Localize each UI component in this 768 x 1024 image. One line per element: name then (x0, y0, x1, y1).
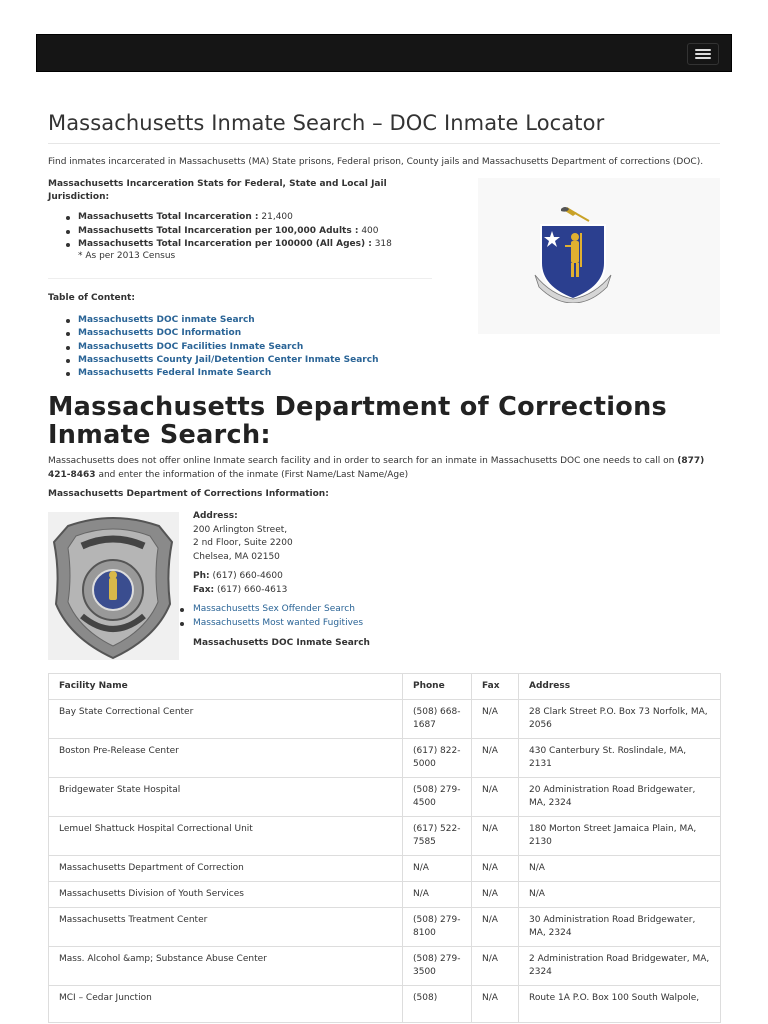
table-row (49, 986, 721, 1023)
cell-facility: Bay State Correctional Center (49, 700, 403, 739)
table-row (49, 700, 721, 739)
toc-link-doc-facilities[interactable]: Massachusetts DOC Facilities Inmate Search (78, 341, 304, 352)
doc-info-heading: Massachusetts Department of Corrections Information: (48, 489, 329, 499)
cell-fax: N/A (472, 882, 519, 908)
cell-fax: N/A (472, 817, 519, 856)
doc-badge-image (48, 512, 179, 660)
cell-phone: (617) 822-5000 (403, 739, 472, 778)
stats-item: Massachusetts Total Incarceration : 21,400 (66, 211, 392, 225)
doc-address: Address: 200 Arlington Street, 2 nd Floor, Suite 2200 Chelsea, MA 02150 (193, 511, 293, 562)
cell-address: 30 Administration Road Bridgewater, MA, 2324 (519, 908, 721, 947)
table-row (49, 817, 721, 856)
stats-list (66, 211, 392, 252)
hamburger-icon[interactable] (687, 43, 719, 65)
table-row (49, 856, 721, 882)
cell-facility: Massachusetts Treatment Center (49, 908, 403, 947)
cell-address: 28 Clark Street P.O. Box 73 Norfolk, MA, 2056 (519, 700, 721, 739)
stats-heading: Massachusetts Incarceration Stats for Federal, State and Local Jail Jurisdiction: (48, 179, 387, 202)
doc-phones: Ph: (617) 660-4600 Fax: (617) 660-4613 (193, 571, 288, 595)
badge-icon (48, 512, 179, 660)
doc-links (180, 603, 363, 630)
cell-fax: N/A (472, 856, 519, 882)
table-row (49, 908, 721, 947)
toc-heading: Table of Content: (48, 293, 135, 303)
cell-fax: N/A (472, 986, 519, 1023)
cell-facility: MCI – Cedar Junction (49, 986, 403, 1023)
toc-link-doc-information[interactable]: Massachusetts DOC Information (78, 328, 242, 339)
facility-table (48, 673, 721, 1023)
cell-phone: (508) 279-3500 (403, 947, 472, 986)
intro-text: Find inmates incarcerated in Massachusetts (MA) State prisons, Federal prison, County jails and Massachusetts Department of corrections (DOC). (48, 157, 704, 167)
cell-address: N/A (519, 856, 721, 882)
cell-fax: N/A (472, 700, 519, 739)
cell-address: 430 Canterbury St. Roslindale, MA, 2131 (519, 739, 721, 778)
cell-fax: N/A (472, 947, 519, 986)
title-divider (48, 143, 720, 144)
doc-paragraph: Massachusetts does not offer online Inmate search facility and in order to search for an inmate in Massachusetts DOC one needs to call on (877) 421-8463 and enter the information of the inmate (First Name/Last Name/Age) (48, 456, 705, 480)
cell-facility: Bridgewater State Hospital (49, 778, 403, 817)
most-wanted-link[interactable]: Massachusetts Most wanted Fugitives (193, 617, 364, 628)
stats-item: Massachusetts Total Incarceration per 100,000 Adults : 400 (66, 225, 392, 239)
stats-item: Massachusetts Total Incarceration per 100000 (All Ages) : 318 (66, 238, 392, 252)
seal-icon (531, 203, 615, 303)
section-divider (48, 278, 432, 279)
doc-heading: Massachusetts Department of Corrections Inmate Search: (48, 392, 668, 450)
state-seal-image (478, 178, 720, 334)
cell-address: 2 Administration Road Bridgewater, MA, 2324 (519, 947, 721, 986)
cell-phone: (508) (403, 986, 472, 1023)
cell-fax: N/A (472, 778, 519, 817)
toc-list (66, 314, 379, 380)
cell-phone: (508) 279-8100 (403, 908, 472, 947)
cell-phone: N/A (403, 882, 472, 908)
census-note: * As per 2013 Census (78, 251, 176, 261)
col-header-fax: Fax (472, 674, 519, 700)
cell-address: Route 1A P.O. Box 100 South Walpole, (519, 986, 721, 1023)
cell-facility: Massachusetts Division of Youth Services (49, 882, 403, 908)
cell-address: 20 Administration Road Bridgewater, MA, 2324 (519, 778, 721, 817)
cell-address: 180 Morton Street Jamaica Plain, MA, 2130 (519, 817, 721, 856)
cell-fax: N/A (472, 739, 519, 778)
cell-facility: Massachusetts Department of Correction (49, 856, 403, 882)
col-header-phone: Phone (403, 674, 472, 700)
toc-link-federal[interactable]: Massachusetts Federal Inmate Search (78, 368, 272, 379)
cell-facility: Boston Pre-Release Center (49, 739, 403, 778)
table-row (49, 947, 721, 986)
facility-table-heading: Massachusetts DOC Inmate Search (193, 638, 370, 648)
table-row (49, 882, 721, 908)
table-header-row (49, 674, 721, 700)
toc-link-doc-inmate-search[interactable]: Massachusetts DOC inmate Search (78, 315, 255, 325)
cell-fax: N/A (472, 908, 519, 947)
cell-facility: Lemuel Shattuck Hospital Correctional Unit (49, 817, 403, 856)
cell-phone: (617) 522-7585 (403, 817, 472, 856)
sex-offender-search-link[interactable]: Massachusetts Sex Offender Search (193, 604, 355, 614)
cell-phone: (508) 279-4500 (403, 778, 472, 817)
cell-address: N/A (519, 882, 721, 908)
cell-facility: Mass. Alcohol &amp; Substance Abuse Center (49, 947, 403, 986)
col-header-facility: Facility Name (49, 674, 403, 700)
page-title: Massachusetts Inmate Search – DOC Inmate Locator (48, 111, 605, 135)
table-row (49, 739, 721, 778)
table-row (49, 778, 721, 817)
toc-link-county-jail[interactable]: Massachusetts County Jail/Detention Center Inmate Search (78, 354, 379, 365)
cell-phone: (508) 668-1687 (403, 700, 472, 739)
cell-phone: N/A (403, 856, 472, 882)
top-navbar (36, 34, 732, 72)
col-header-address: Address (519, 674, 721, 700)
